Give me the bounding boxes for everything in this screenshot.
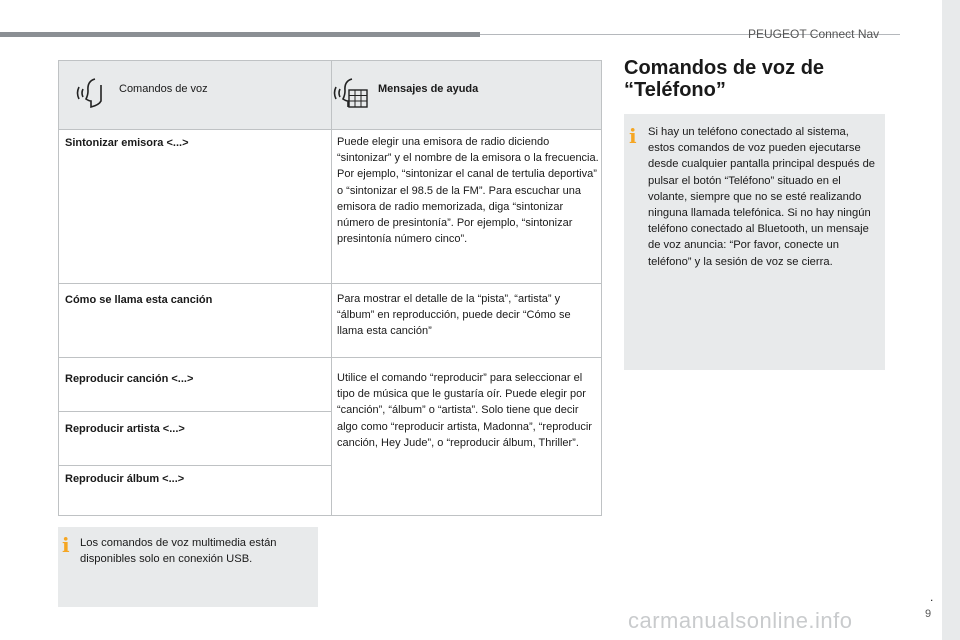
row-divider [59,283,601,284]
column-divider [331,129,332,515]
page-edge-strip [942,0,960,640]
row-divider [59,357,601,358]
info-icon: i [62,533,70,557]
voice-command-icon [73,73,113,113]
command-cell: Reproducir canción <...> [65,373,194,385]
row-divider [59,465,331,466]
voice-commands-table [58,60,602,516]
info-icon: i [629,124,637,148]
command-cell: Reproducir artista <...> [65,423,185,435]
usb-note-text: Los comandos de voz multimedia están disponibles solo en conexión USB. [80,537,277,566]
page-number: 9 [925,608,932,620]
command-cell: Reproducir álbum <...> [65,473,185,485]
row-divider [59,411,331,412]
help-cell: Para mostrar el detalle de la “pista”, “artista” y “álbum” en reproducción, puede decir “Cómo se llama esta canción” [337,293,571,338]
section-title: Comandos de voz de “Teléfono” [624,57,825,101]
watermark: carmanualsonline.info [628,608,853,633]
command-cell: Sintonizar emisora <...> [65,137,189,149]
table-header-left-label: Comandos de voz [119,83,208,95]
command-cell: Cómo se llama esta canción [65,294,213,306]
manual-title: PEUGEOT Connect Nav [748,27,880,41]
phone-note-text: Si hay un teléfono conectado al sistema, estos comandos de voz pueden ejecutarse desde cualquier pantalla principal después de pulsar el botón “Teléfono” situado en el volante, siempre que no se esté realizando ninguna llamada telefónica. Si no hay ningún teléfono conectado al Bluetooth, un mensaje de voz anuncia: “Por favor, conecte un teléfono” y la sesión de voz se cierra. [648,126,876,268]
help-cell: Puede elegir una emisora de radio diciendo “sintonizar” y el nombre de la emisora o la frecuencia. Por ejemplo, “sintonizar el canal de tertulia deportiva” o “sintonizar el 98.5 de la FM”. Para escuchar una emisora de radio memorizada, diga “sintonizar número de presintonía”. Por ejemplo, “sintonizar presintonía número cinco”. [337,136,599,246]
voice-help-icon [332,73,372,113]
table-header-right-label: Mensajes de ayuda [378,83,479,95]
usb-note-box [58,527,318,607]
table-header-commands [59,61,332,129]
page-marker: . [930,590,934,604]
table-header-help [332,61,601,129]
row-divider [59,129,601,130]
phone-note-box [624,114,885,370]
help-cell-shared: Utilice el comando “reproducir” para seleccionar el tipo de música que le gustaría oír. Puede elegir por “canción”, “álbum” o “artista”. Solo tiene que decir algo como “reproducir artista, Madonna”, “reproducir canción, Hey Jude”, o “reproducir álbum, Thriller”. [337,372,592,449]
header-bar [0,32,480,37]
